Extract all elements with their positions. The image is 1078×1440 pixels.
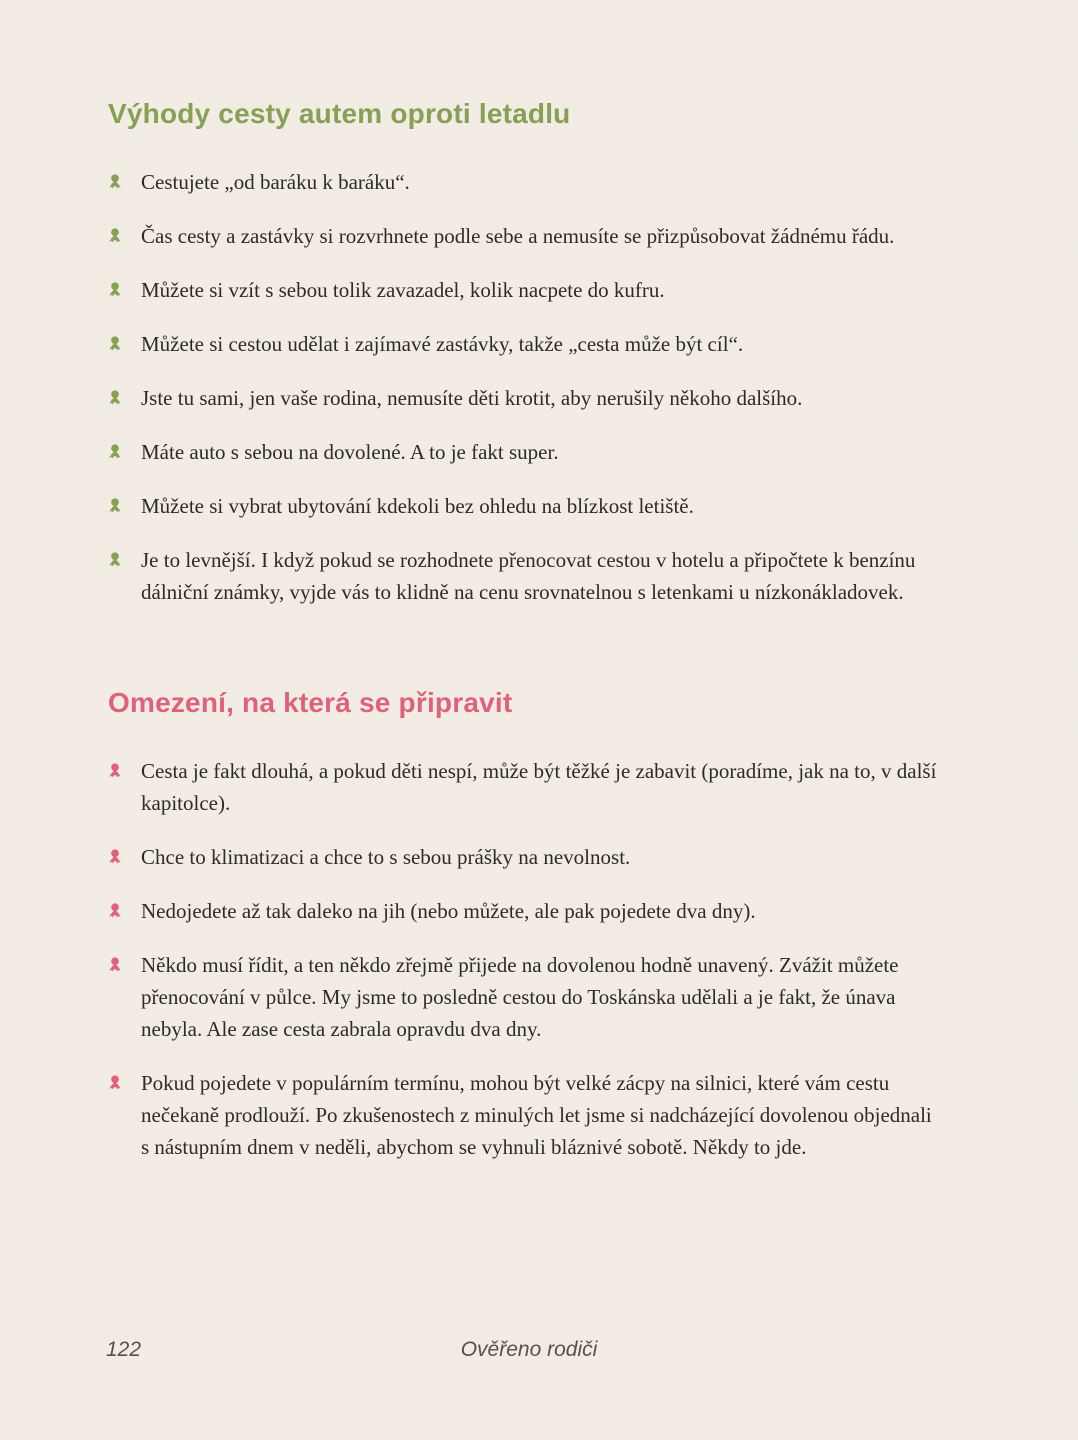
list-item: [108, 755, 944, 819]
list-item: [108, 220, 944, 252]
footer-book-title: Ověřeno rodiči: [460, 1338, 598, 1361]
list-item-text: Cestujete „od baráku k baráku“.: [141, 170, 410, 194]
page-footer: [0, 1338, 1078, 1372]
list-item-text: Můžete si vybrat ubytování kdekoli bez ohledu na blízkost letiště.: [141, 494, 694, 518]
list-item-text: Cesta je fakt dlouhá, a pokud děti nespí, může být těžké je zabavit (poradíme, jak na to, v další kapitolce).: [141, 759, 937, 815]
list-item-text: Je to levnější. I když pokud se rozhodnete přenocovat cestou v hotelu a připočtete k benzínu dálniční známky, vyjde vás to klidně na cenu srovnatelnou s letenkami u nízkonákladovek.: [141, 548, 916, 604]
advantages-list: [108, 166, 944, 608]
list-item-text: Někdo musí řídit, a ten někdo zřejmě přijede na dovolenou hodně unavený. Zvážit můžete přenocování v půlce. My jsme to posledně cestou do Toskánska udělali a je fakt, že únava nebyla. Ale zase cesta zabrala opravdu dva dny.: [141, 953, 899, 1041]
list-item: [108, 895, 944, 927]
limitations-list: [108, 755, 944, 1163]
page-number: 122: [106, 1338, 142, 1361]
person-bullet-icon: [108, 949, 141, 973]
list-item: [108, 544, 944, 608]
person-bullet-icon: [108, 166, 141, 190]
person-bullet-icon: [108, 1067, 141, 1091]
person-bullet-icon: [108, 274, 141, 298]
person-bullet-icon: [108, 436, 141, 460]
section-limitations: [108, 686, 944, 1163]
person-bullet-icon: [108, 895, 141, 919]
person-bullet-icon: [108, 841, 141, 865]
list-item: [108, 490, 944, 522]
person-bullet-icon: [108, 490, 141, 514]
section-title-advantages: Výhody cesty autem oproti letadlu: [108, 98, 571, 129]
list-item: [108, 949, 944, 1045]
list-item-text: Pokud pojedete v populárním termínu, mohou být velké zácpy na silnici, které vám cestu nečekaně prodlouží. Po zkušenostech z minulých let jsme si nadcházející dovolenou objednali s nástupním dnem v neděli, abychom se vyhnuli bláznivé sobotě. Někdy to jde.: [141, 1071, 932, 1159]
list-item: [108, 328, 944, 360]
list-item: [108, 841, 944, 873]
list-item: [108, 382, 944, 414]
list-item-text: Můžete si cestou udělat i zajímavé zastávky, takže „cesta může být cíl“.: [141, 332, 744, 356]
list-item: [108, 1067, 944, 1163]
person-bullet-icon: [108, 220, 141, 244]
list-item-text: Jste tu sami, jen vaše rodina, nemusíte děti krotit, aby nerušily někoho dalšího.: [141, 386, 803, 410]
list-item-text: Čas cesty a zastávky si rozvrhnete podle sebe a nemusíte se přizpůsobovat žádnému řádu.: [141, 224, 895, 248]
section-advantages: [108, 97, 944, 608]
section-title-limitations: Omezení, na která se připravit: [108, 687, 513, 718]
list-item: [108, 436, 944, 468]
list-item: [108, 274, 944, 306]
list-item-text: Chce to klimatizaci a chce to s sebou prášky na nevolnost.: [141, 845, 631, 869]
list-item-text: Máte auto s sebou na dovolené. A to je fakt super.: [141, 440, 559, 464]
person-bullet-icon: [108, 382, 141, 406]
page-content: [108, 0, 944, 1185]
person-bullet-icon: [108, 328, 141, 352]
list-item: [108, 166, 944, 198]
person-bullet-icon: [108, 755, 141, 779]
person-bullet-icon: [108, 544, 141, 568]
list-item-text: Můžete si vzít s sebou tolik zavazadel, kolik nacpete do kufru.: [141, 278, 665, 302]
list-item-text: Nedojedete až tak daleko na jih (nebo můžete, ale pak pojedete dva dny).: [141, 899, 756, 923]
